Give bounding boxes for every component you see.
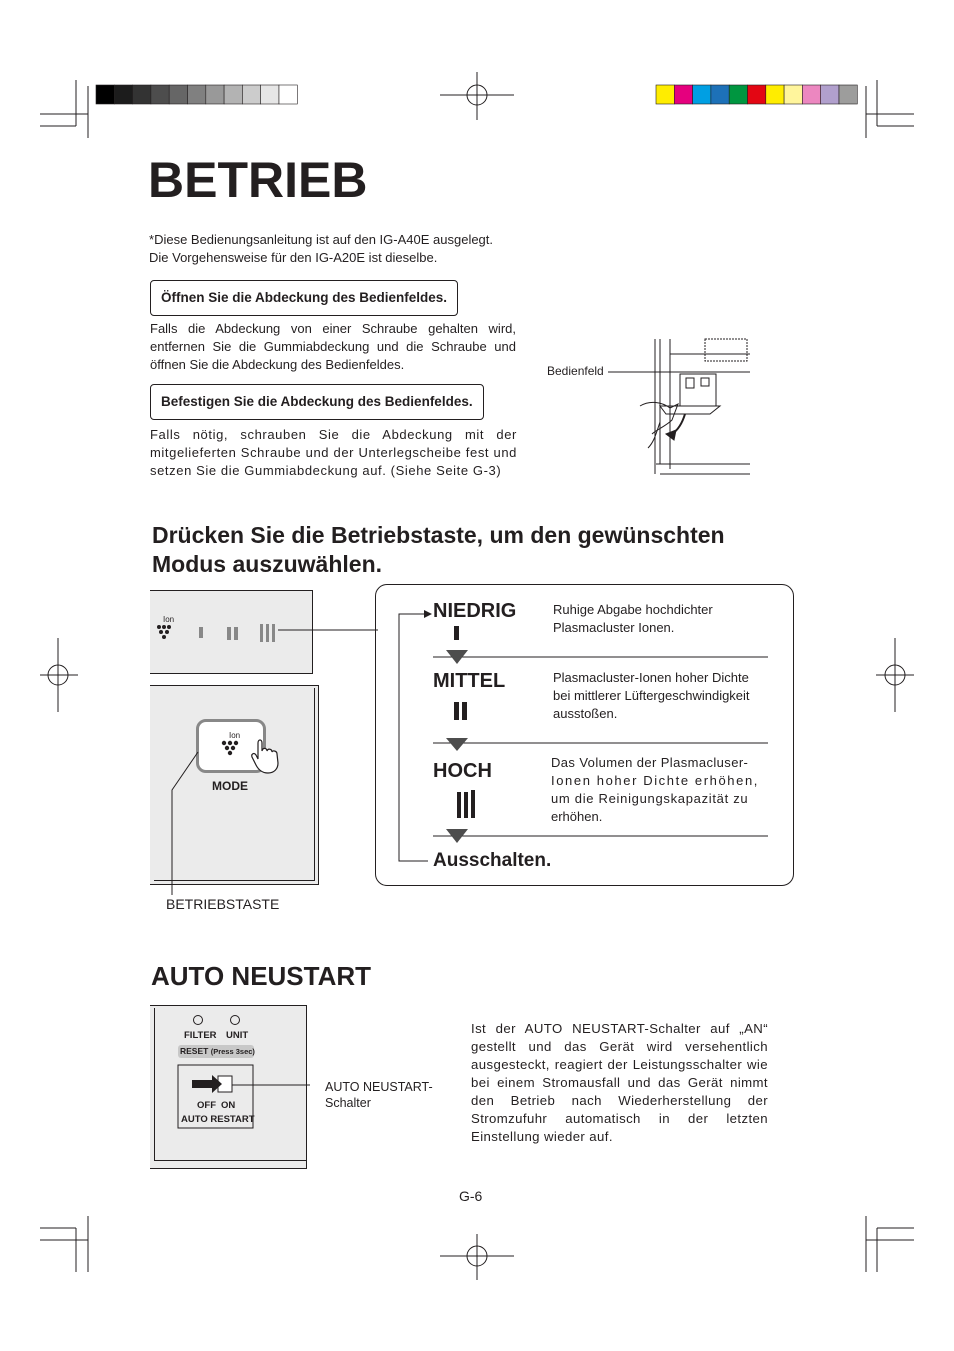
button-caption: BETRIEBSTASTE xyxy=(166,896,280,912)
unit-label: UNIT xyxy=(226,1030,249,1041)
level-bars xyxy=(199,624,275,642)
calibration-swatch xyxy=(261,85,279,104)
mode-mittel-name: MITTEL xyxy=(433,670,506,692)
mode-heading xyxy=(152,521,725,579)
page-title: BETRIEB xyxy=(148,152,368,208)
calibration-swatch xyxy=(821,85,839,104)
mode-niedrig-name: NIEDRIG xyxy=(433,600,517,622)
niedrig-bars xyxy=(454,626,459,640)
open-cover-text: Falls die Abdeckung von einer Schraube gehalten wird, entfernen Sie die Gummiabdeckung und die Schraube und öffnen Sie die Abdeckung des Bedienfeldes. xyxy=(150,321,516,372)
mode-mittel-desc xyxy=(553,669,750,723)
close-cover-text: Falls nötig, schrauben Sie die Abdeckung mit der mitgelieferten Schraube und der Unterlegscheibe fest und setzen Sie die Gummiabdeckung auf. (Siehe Seite G-3) xyxy=(150,427,517,478)
page-number: G-6 xyxy=(459,1188,483,1204)
auto-restart-callout xyxy=(325,1079,433,1111)
cycle-return-line xyxy=(399,614,428,861)
mode-mittel-desc-1: Plasmacluster-Ionen hoher Dichte xyxy=(553,670,749,685)
mode-mittel-desc-3: ausstoßen. xyxy=(553,706,618,721)
calibration-swatch xyxy=(711,85,729,104)
panel-callout-line xyxy=(606,360,686,390)
panel-ion-label: Ion xyxy=(163,615,175,624)
asterisk: * xyxy=(149,232,155,247)
ion-indicator-icon xyxy=(157,625,171,639)
mittel-bars xyxy=(454,702,467,720)
calibration-swatch xyxy=(802,85,820,104)
unit-led-icon xyxy=(231,1016,240,1025)
calibration-swatch xyxy=(693,85,711,104)
reset-label-text: RESET xyxy=(180,1046,209,1056)
switch-title: AUTO RESTART xyxy=(181,1114,255,1125)
calibration-swatch xyxy=(133,85,151,104)
auto-restart-description: Ist der AUTO NEUSTART-Schalter auf „AN“ gestellt und das Gerät wird versehentlich ausgesteckt, reagiert der Leistungsschalter wie bei einem Stromausfall und das Gerät nimmt den Betrieb nach Wiederherstellung der Stromzufuhr automatisch in der letzten Einstellung wieder auf. xyxy=(471,1021,768,1144)
callout-line-1: AUTO NEUSTART- xyxy=(325,1080,433,1094)
calibration-swatch xyxy=(656,85,674,104)
mode-niedrig-desc-2: Plasmacluster Ionen. xyxy=(553,620,675,635)
calibration-swatch xyxy=(748,85,766,104)
mode-hoch-desc-2: Ionen hoher Dichte erhöhen, xyxy=(551,773,759,788)
mode-hoch-desc-4: erhöhen. xyxy=(551,809,603,824)
calibration-swatch xyxy=(169,85,187,104)
indicator-drawing xyxy=(150,590,380,672)
gray-calibration-bar xyxy=(96,85,297,104)
mode-heading-line-2: Modus auszuwählen. xyxy=(152,551,383,577)
mode-hoch-desc-3: um die Reinigungskapazität zu xyxy=(551,791,749,806)
mode-off-label: Ausschalten. xyxy=(433,850,552,871)
calibration-swatch xyxy=(839,85,857,104)
calibration-swatch xyxy=(224,85,242,104)
calibration-swatch xyxy=(242,85,260,104)
calibration-swatch xyxy=(279,85,297,104)
button-callout-line xyxy=(150,740,210,900)
mode-mittel-desc-2: bei mittlerer Lüftergeschwindigkeit xyxy=(553,688,750,703)
filter-led-icon xyxy=(194,1016,203,1025)
device-illustration xyxy=(600,334,760,484)
cycle-arrow-head xyxy=(424,610,432,618)
panel-label: Bedienfeld xyxy=(547,364,604,378)
mode-niedrig-desc-1: Ruhige Abgabe hochdichter xyxy=(553,602,713,617)
mode-hoch-name: HOCH xyxy=(433,760,492,782)
calibration-swatch xyxy=(729,85,747,104)
mode-heading-line-1: Drücken Sie die Betriebstaste, um den gewünschten xyxy=(152,522,725,548)
mode-button-label: MODE xyxy=(212,779,248,793)
filter-label: FILTER xyxy=(184,1030,217,1041)
calibration-swatch xyxy=(151,85,169,104)
intro-line-1: Diese Bedienungsanleitung ist auf den IG-A40E ausgelegt. xyxy=(154,232,494,247)
callout-line-2: Schalter xyxy=(325,1096,371,1110)
intro-note xyxy=(149,231,549,267)
color-calibration-bar xyxy=(656,85,857,104)
open-cover-heading: Öffnen Sie die Abdeckung des Bedienfeldes. xyxy=(150,280,458,316)
reset-label xyxy=(180,1046,255,1056)
switch-on-label: ON xyxy=(221,1100,236,1111)
calibration-swatch xyxy=(784,85,802,104)
mode-niedrig-desc xyxy=(553,601,713,637)
switch-off-label: OFF xyxy=(197,1100,216,1111)
calibration-swatch xyxy=(766,85,784,104)
ion-button-icon xyxy=(222,741,238,755)
mode-hoch-desc-1: Das Volumen der Plasmacluser- xyxy=(551,755,749,770)
intro-line-2: Die Vorgehensweise für den IG-A20E ist dieselbe. xyxy=(149,250,438,265)
calibration-swatch xyxy=(206,85,224,104)
calibration-swatch xyxy=(674,85,692,104)
auto-restart-drawing xyxy=(150,1005,310,1165)
close-cover-heading: Befestigen Sie die Abdeckung des Bedienfeldes. xyxy=(150,384,484,420)
calibration-swatch xyxy=(188,85,206,104)
hoch-bars xyxy=(457,790,475,818)
calibration-swatch xyxy=(96,85,114,104)
reset-note: (Press 3sec) xyxy=(210,1047,255,1056)
pointing-hand-icon xyxy=(252,740,278,773)
calibration-swatch xyxy=(114,85,132,104)
mode-hoch-desc xyxy=(551,754,769,826)
button-ion-label: Ion xyxy=(229,731,241,740)
auto-restart-heading: AUTO NEUSTART xyxy=(151,961,372,991)
